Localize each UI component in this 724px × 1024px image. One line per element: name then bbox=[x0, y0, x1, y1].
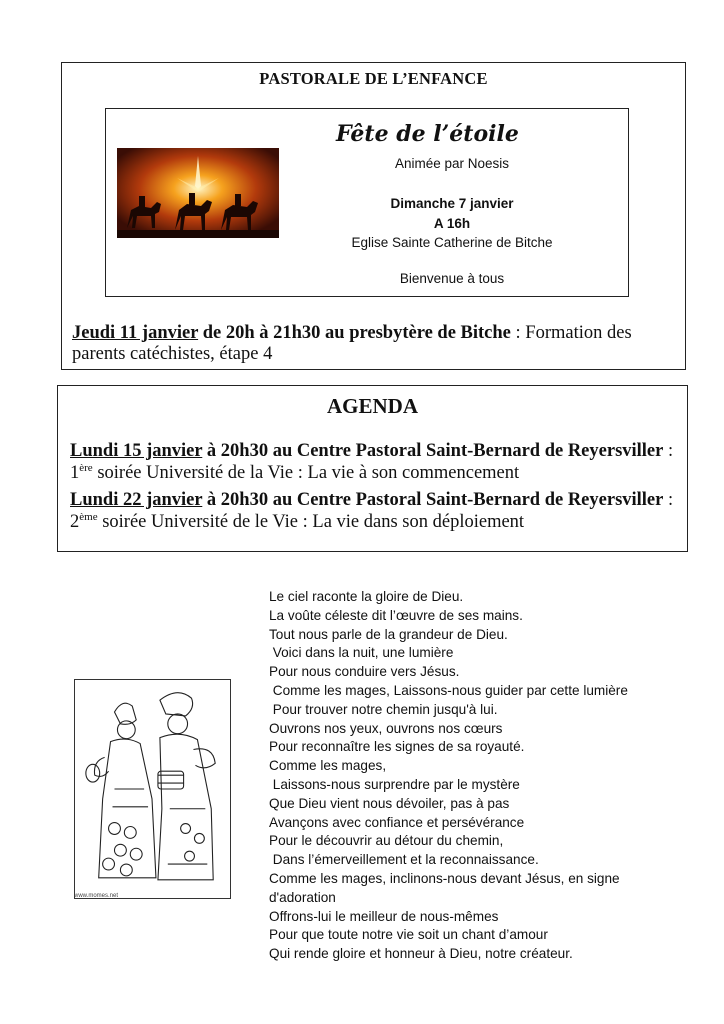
agenda-section bbox=[57, 385, 688, 552]
agenda-item bbox=[70, 489, 682, 533]
poem-line: Pour reconnaître les signes de sa royauté. bbox=[269, 739, 525, 755]
agenda-item-text: soirée Université de le Vie : La vie dans son déploiement bbox=[97, 512, 525, 532]
poem-line: La voûte céleste dit l’œuvre de ses mains. bbox=[269, 607, 523, 623]
three-wise-men-camels-star-icon bbox=[117, 148, 279, 238]
agenda-item-date: Lundi 22 janvier bbox=[70, 490, 203, 510]
poem-line: Pour le découvrir au détour du chemin, bbox=[269, 833, 504, 849]
poem-line: Voici dans la nuit, une lumière bbox=[269, 645, 454, 661]
poem-line: Comme les mages, Laissons-nous guider par cette lumière bbox=[269, 682, 628, 698]
poem-line: Ouvrons nos yeux, ouvrons nos cœurs bbox=[269, 720, 503, 736]
poem-line: Pour nous conduire vers Jésus. bbox=[269, 664, 460, 680]
event-place: Eglise Sainte Catherine de Bitche bbox=[351, 235, 553, 250]
agenda-item-where: à 20h30 au Centre Pastoral Saint-Bernard de Reyersviller bbox=[202, 441, 664, 461]
poem-line: Pour que toute notre vie soit un chant d’amour bbox=[269, 927, 548, 943]
poem-line: Laissons-nous surprendre par le mystère bbox=[269, 776, 520, 792]
agenda-item-date: Lundi 15 janvier bbox=[70, 441, 203, 461]
agenda-item-where: à 20h30 au Centre Pastoral Saint-Bernard de Reyersviller bbox=[202, 490, 664, 510]
agenda-item bbox=[70, 440, 682, 484]
image-credit: www.momes.net bbox=[74, 893, 119, 899]
section-title: PASTORALE DE L’ENFANCE bbox=[259, 69, 488, 88]
poem-line: Avançons avec confiance et persévérance bbox=[269, 814, 525, 830]
poem-line: Offrons-lui le meilleur de nous-mêmes bbox=[269, 908, 499, 924]
event-time: A 16h bbox=[433, 216, 471, 231]
agenda-title: AGENDA bbox=[326, 394, 418, 418]
agenda-item-sup: ère bbox=[79, 461, 93, 474]
magi-coloring-drawing-icon bbox=[74, 679, 231, 899]
poem-line: Qui rende gloire et honneur à Dieu, notre créateur. bbox=[269, 946, 573, 962]
agenda-item-pre: : 2 bbox=[70, 490, 674, 532]
event-heading: Fête de l’étoile bbox=[336, 121, 519, 147]
formation-when-where: de 20h à 21h30 au presbytère de Bitche bbox=[198, 323, 511, 343]
formation-notice bbox=[72, 323, 677, 365]
agenda-item-pre: : 1 bbox=[70, 441, 674, 483]
poem-line: Comme les mages, inclinons-nous devant Jésus, en signe bbox=[269, 870, 620, 886]
event-animated-by: Animée par Noesis bbox=[394, 156, 510, 171]
event-welcome: Bienvenue à tous bbox=[399, 271, 505, 286]
event-box bbox=[105, 108, 629, 297]
agenda-item-text: soirée Université de la Vie : La vie à son commencement bbox=[92, 463, 520, 483]
formation-description: : Formation des parents catéchistes, étape 4 bbox=[72, 323, 632, 364]
poem-line: Pour trouver notre chemin jusqu'à lui. bbox=[269, 701, 498, 717]
event-date: Dimanche 7 janvier bbox=[390, 196, 514, 211]
poem-line: Le ciel raconte la gloire de Dieu. bbox=[269, 589, 464, 604]
poem-line: Que Dieu vient nous dévoiler, pas à pas bbox=[269, 795, 510, 811]
agenda-item-sup: ème bbox=[79, 510, 98, 523]
poem-line: Tout nous parle de la grandeur de Dieu. bbox=[269, 626, 508, 642]
poem-line: d'adoration bbox=[269, 889, 336, 905]
pastorale-section bbox=[61, 62, 686, 370]
poem bbox=[269, 588, 709, 964]
poem-line: Dans l’émerveillement et la reconnaissance. bbox=[269, 852, 539, 868]
poem-line: Comme les mages, bbox=[269, 758, 387, 774]
formation-date: Jeudi 11 janvier bbox=[72, 323, 199, 343]
